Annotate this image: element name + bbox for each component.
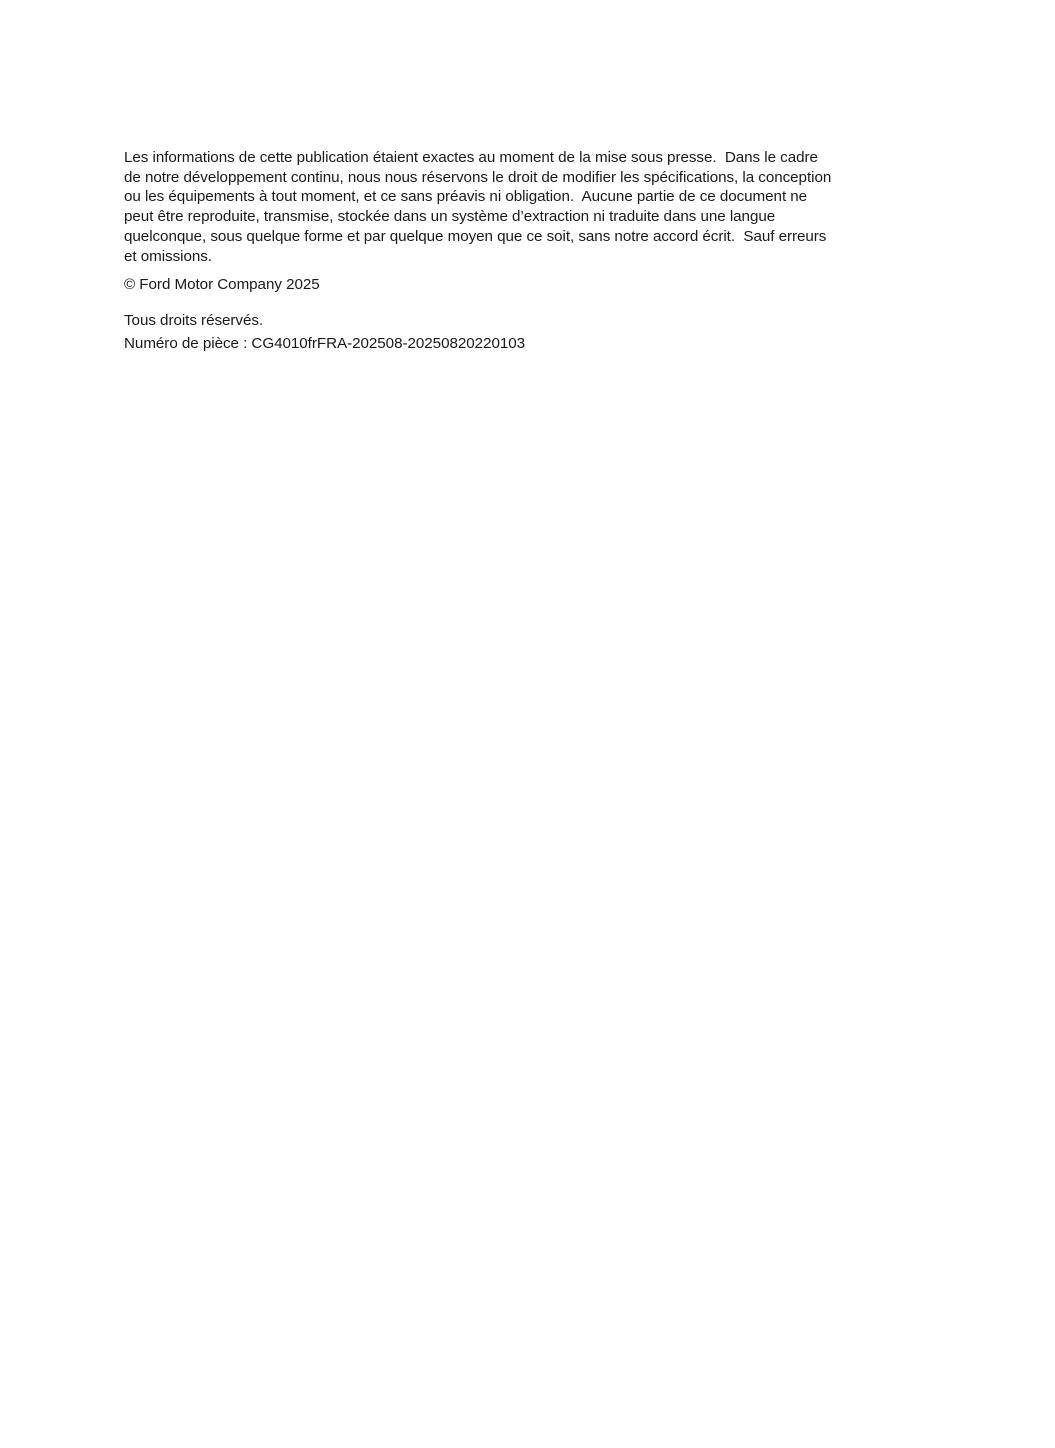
colophon-text-block: [124, 148, 939, 353]
disclaimer-line: Les informations de cette publication étaient exactes au moment de la mise sous presse. Dans le cadre: [124, 149, 818, 166]
disclaimer-line: ou les équipements à tout moment, et ce sans préavis ni obligation. Aucune partie de ce document ne: [124, 188, 808, 206]
part-number-line: Numéro de pièce : CG4010frFRA-202508-20250820220103: [124, 334, 526, 352]
disclaimer-line: de notre développement continu, nous nous réservons le droit de modifier les spécifications, la conception: [124, 168, 832, 186]
disclaimer-line: et omissions.: [124, 247, 212, 265]
copyright-line: © Ford Motor Company 2025: [124, 276, 320, 294]
disclaimer-line: peut être reproduite, transmise, stockée dans un système d’extraction ni traduite dans une langue: [124, 208, 776, 226]
disclaimer-paragraph: [124, 148, 939, 266]
disclaimer-line: quelconque, sous quelque forme et par quelque moyen que ce soit, sans notre accord écrit. Sauf erreurs: [124, 227, 827, 245]
rights-reserved-line: Tous droits réservés.: [124, 311, 264, 329]
